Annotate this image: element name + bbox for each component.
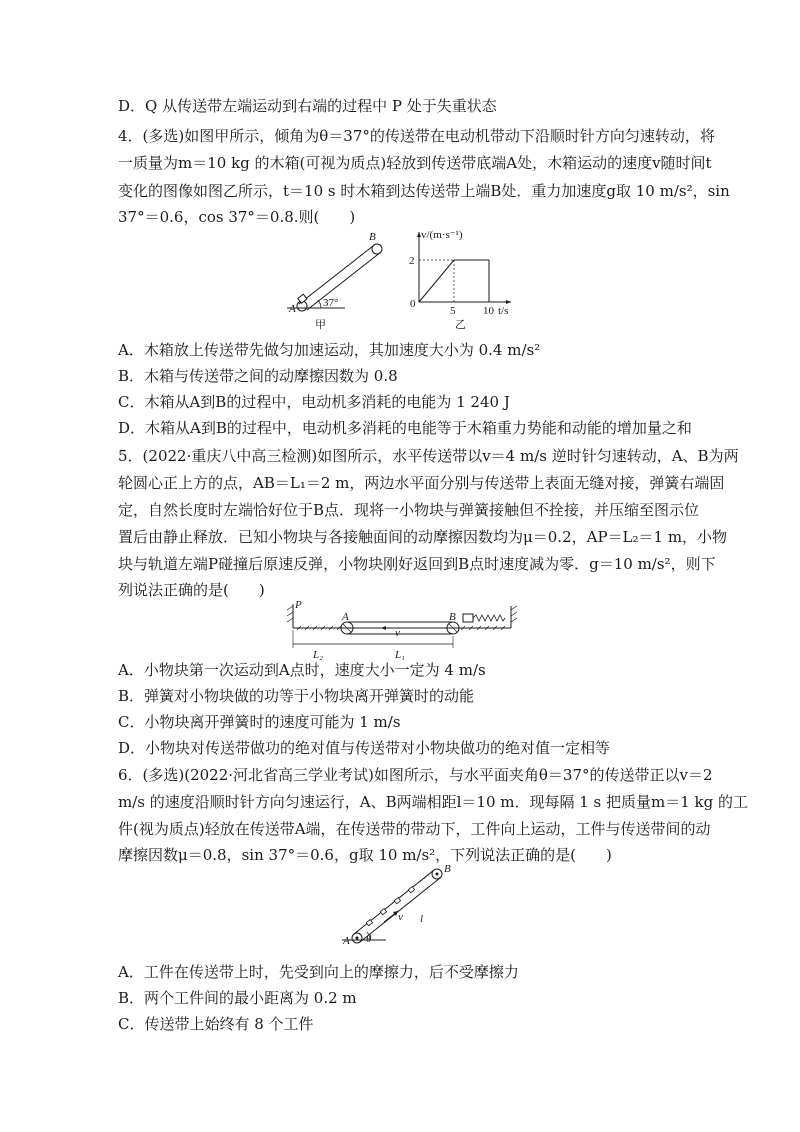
q5-stem-line-1: 5．(2022·重庆八中高三检测)如图所示，水平传送带以v＝4 m/s 逆时针匀速转动，A、B为两	[118, 447, 739, 465]
q4-figure-jia	[285, 230, 395, 340]
q4-jia-caption: 甲	[315, 319, 326, 331]
q6-stem-line-4: 摩擦因数μ＝0.8，sin 37°＝0.6，g取 10 m/s²，下列说法正确的是( )	[118, 846, 612, 864]
q5-fig-label-b: B	[449, 611, 456, 623]
q4-jia-label-a: A	[289, 303, 296, 315]
q4-figure-yi	[405, 226, 515, 331]
q4-option-b: B．木箱与传送带之间的动摩擦因数为 0.8	[118, 367, 398, 385]
q5-stem-line-5: 块与轨道左端P碰撞后原速反弹，小物块刚好返回到B点时速度减为零．g＝10 m/s²，则下	[118, 555, 716, 573]
q5-option-c: C．小物块离开弹簧时的速度可能为 1 m/s	[118, 713, 401, 731]
q4-jia-label-b: B	[369, 231, 376, 243]
q4-yi-tick-y: 2	[409, 255, 415, 267]
q4-yi-xlabel: t/s	[498, 305, 509, 317]
q5-option-b: B．弹簧对小物块做的功等于小物块离开弹簧时的动能	[118, 687, 475, 705]
q5-figure	[283, 600, 523, 660]
q4-yi-origin: 0	[410, 298, 416, 310]
q3-option-d: D．Q 从传送带左端运动到右端的过程中 P 处于失重状态	[118, 97, 497, 115]
q4-yi-tick-x2: 10	[483, 305, 494, 317]
q6-fig-label-b: B	[444, 863, 451, 875]
q4-yi-caption: 乙	[455, 319, 466, 331]
q6-fig-label-l: l	[420, 913, 424, 925]
q4-yi-tick-x1: 5	[450, 305, 456, 317]
q5-fig-label-l1: L₁	[395, 649, 405, 660]
q6-option-a: A．工件在传送带上时，先受到向上的摩擦力，后不受摩擦力	[118, 963, 519, 981]
q6-stem-line-2: m/s 的速度沿顺时针方向匀速运行，A、B两端相距l＝10 m．现每隔 1 s 把质量m＝1 kg 的工	[118, 793, 749, 811]
q6-figure	[340, 860, 465, 950]
q5-stem-line-2: 轮圆心正上方的点，AB＝L₁＝2 m，两边水平面分别与传送带上表面无缝对接，弹簧右端固	[118, 474, 725, 492]
q6-fig-label-v: v	[398, 911, 403, 923]
q4-yi-ylabel: v/(m·s⁻¹)	[421, 229, 463, 241]
q6-option-b: B．两个工件间的最小距离为 0.2 m	[118, 989, 357, 1007]
q6-option-c: C．传送带上始终有 8 个工件	[118, 1015, 314, 1033]
q5-fig-label-p: P	[295, 600, 302, 611]
q4-stem-line-1: 4．(多选)如图甲所示，倾角为θ＝37°的传送带在电动机带动下沿顺时针方向匀速转动，将	[118, 127, 715, 145]
q6-stem-line-1: 6．(多选)(2022·河北省高三学业考试)如图所示，与水平面夹角θ＝37°的传送带正以v＝2	[118, 766, 713, 784]
q4-option-d: D．木箱从A到B的过程中，电动机多消耗的电能等于木箱重力势能和动能的增加量之和	[118, 419, 692, 437]
q4-stem-line-3: 变化的图像如图乙所示，t＝10 s 时木箱到达传送带上端B处．重力加速度g取 10 m/s²，sin	[118, 182, 730, 200]
q5-fig-label-v: v	[395, 627, 400, 639]
q5-fig-label-l2: L₂	[313, 649, 323, 660]
q5-stem-line-3: 定，自然长度时左端恰好位于B点．现将一小物块与弹簧接触但不拴接，并压缩至图示位	[118, 501, 700, 519]
q4-stem-line-4: 37°＝0.6，cos 37°＝0.8.则( )	[118, 208, 356, 226]
q4-option-a: A．木箱放上传送带先做匀加速运动，其加速度大小为 0.4 m/s²	[118, 341, 541, 359]
q6-fig-label-a: A	[343, 935, 350, 947]
q5-fig-label-a: A	[342, 611, 349, 623]
q5-stem-line-6: 列说法正确的是( )	[118, 581, 265, 599]
q5-stem-line-4: 置后由静止释放．已知小物块与各接触面间的动摩擦因数均为μ＝0.2，AP＝L₂＝1 m，小物	[118, 528, 728, 546]
q5-option-a: A．小物块第一次运动到A点时，速度大小一定为 4 m/s	[118, 661, 486, 679]
q4-option-c: C．木箱从A到B的过程中，电动机多消耗的电能为 1 240 J	[118, 393, 510, 411]
q5-option-d: D．小物块对传送带做功的绝对值与传送带对小物块做功的绝对值一定相等	[118, 739, 611, 757]
q6-stem-line-3: 件(视为质点)轻放在传送带A端，在传送带的带动下，工件向上运动，工件与传送带间的动	[118, 820, 711, 838]
q6-fig-label-theta: θ	[366, 933, 372, 945]
q4-jia-angle: 37°	[323, 297, 339, 309]
q4-stem-line-2: 一质量为m＝10 kg 的木箱(可视为质点)轻放到传送带底端A处，木箱运动的速度v随时间t	[118, 154, 712, 172]
